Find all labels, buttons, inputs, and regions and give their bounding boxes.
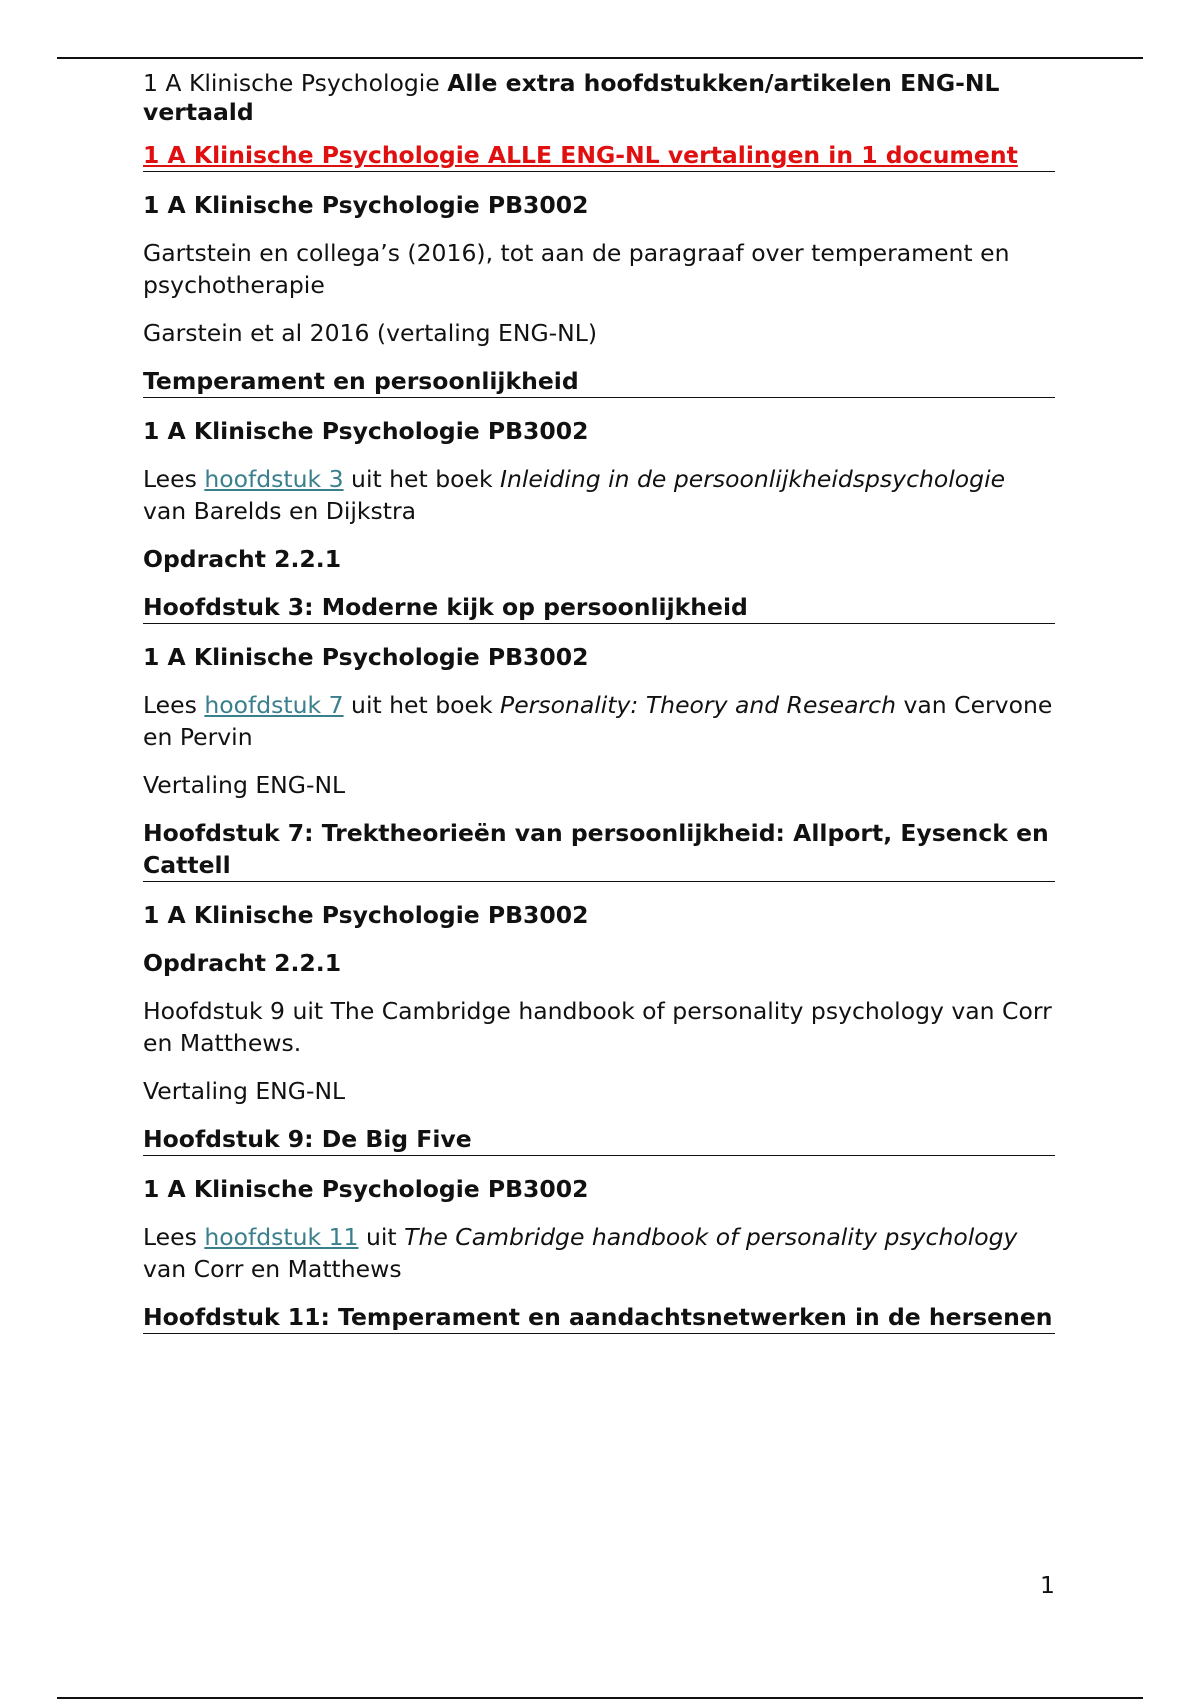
course-heading: 1 A Klinische Psychologie PB3002 [143,643,589,671]
assignment-label: Opdracht 2.2.1 [143,949,342,977]
title-prefix: 1 A Klinische Psychologie [143,69,440,97]
section-rule [143,171,1055,172]
translation-note: Vertaling ENG-NL [143,1077,346,1105]
chapter-11-link[interactable]: hoofdstuk 11 [204,1223,359,1251]
section-rule [143,881,1055,882]
section-rule [143,1155,1055,1156]
read-prefix: Lees [143,465,197,493]
read-middle: uit [366,1223,397,1251]
title-bold: Alle extra hoofdstukken/artikelen ENG-NL vertaald [143,69,1000,126]
chapter-heading: Hoofdstuk 7: Trektheorieën van persoonlijkheid: Allport, Eysenck en Cattell [143,819,1049,879]
reading-instruction [143,689,1055,753]
intro-text: Gartstein en collega’s (2016), tot aan de paragraaf over temperament en psychotherapie [143,239,1010,299]
read-middle: uit het boek [351,691,493,719]
translation-note: Garstein et al 2016 (vertaling ENG-NL) [143,319,598,347]
translation-note: Vertaling ENG-NL [143,771,346,799]
read-suffix: van Cervone en Pervin [143,691,1053,751]
course-heading: 1 A Klinische Psychologie PB3002 [143,191,589,219]
read-prefix: Lees [143,1223,197,1251]
page-number: 1 [1040,1571,1055,1599]
read-prefix: Lees [143,691,197,719]
course-heading: 1 A Klinische Psychologie PB3002 [143,901,589,929]
chapter-7-link[interactable]: hoofdstuk 7 [204,691,344,719]
section-rule [143,623,1055,624]
page-top-rule [57,57,1143,59]
book-title: The Cambridge handbook of personality psychology [404,1223,1018,1251]
book-title: Personality: Theory and Research [500,691,896,719]
read-suffix: van Corr en Matthews [143,1255,402,1283]
course-heading: 1 A Klinische Psychologie PB3002 [143,1175,589,1203]
course-heading: 1 A Klinische Psychologie PB3002 [143,417,589,445]
reading-instruction [143,463,1055,527]
reading-instruction [143,1221,1055,1285]
read-middle: uit het boek [351,465,493,493]
chapter-heading: Hoofdstuk 9: De Big Five [143,1125,472,1153]
all-translations-link[interactable]: 1 A Klinische Psychologie ALLE ENG-NL vertalingen in 1 document [143,141,1018,169]
chapter-heading: Hoofdstuk 3: Moderne kijk op persoonlijkheid [143,593,748,621]
assignment-label: Opdracht 2.2.1 [143,545,342,573]
chapter-3-link[interactable]: hoofdstuk 3 [204,465,344,493]
book-title: Inleiding in de persoonlijkheidspsychologie [500,465,1006,493]
intro-text: Hoofdstuk 9 uit The Cambridge handbook of personality psychology van Corr en Matthews. [143,997,1052,1057]
section-rule [143,397,1055,398]
chapter-heading: Temperament en persoonlijkheid [143,367,579,395]
chapter-heading: Hoofdstuk 11: Temperament en aandachtsnetwerken in de hersenen [143,1303,1053,1331]
read-suffix: van Barelds en Dijkstra [143,497,417,525]
section-rule [143,1333,1055,1334]
page-bottom-rule [57,1697,1143,1699]
document-body [143,69,1055,1334]
document-title [143,69,1055,127]
